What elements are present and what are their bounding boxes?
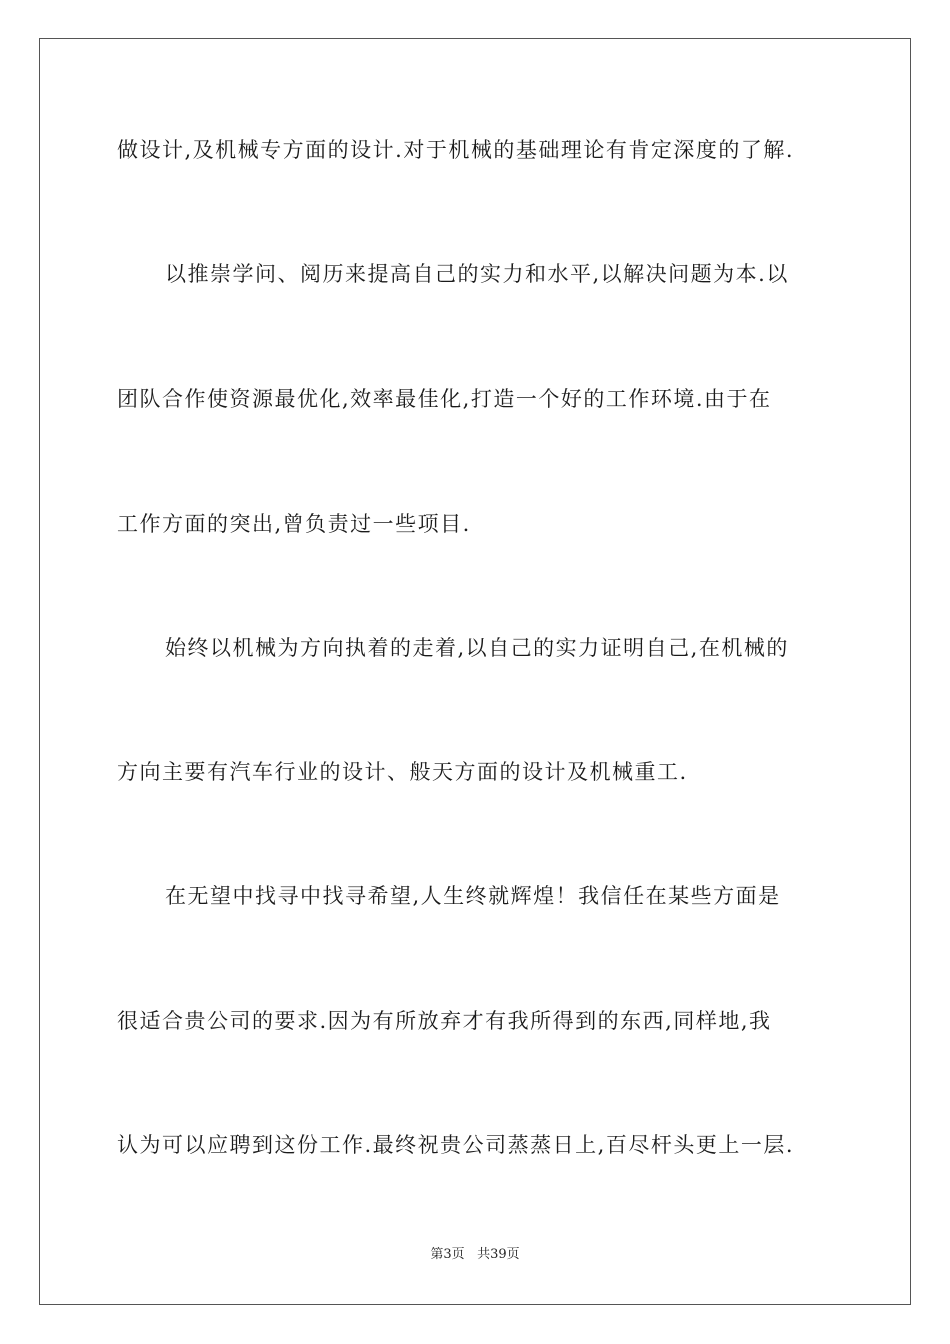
page-border [39, 38, 911, 1305]
page-number: 第3页 [430, 1247, 465, 1262]
body-line-4: 工作方面的突出,曾负责过一些项目. [117, 512, 471, 536]
body-line-3: 团队合作使资源最优化,效率最佳化,打造一个好的工作环境.由于在 [117, 387, 772, 411]
body-line-6: 方向主要有汽车行业的设计、般天方面的设计及机械重工. [117, 760, 688, 784]
body-line-8: 很适合贵公司的要求.因为有所放弃才有我所得到的东西,同样地,我 [117, 1009, 772, 1033]
page-total: 共39页 [477, 1247, 520, 1262]
body-line-9: 认为可以应聘到这份工作.最终祝贵公司蒸蒸日上,百尽杆头更上一层. [117, 1133, 795, 1157]
body-line-1: 做设计,及机械专方面的设计.对于机械的基础理论有肯定深度的了解. [117, 138, 795, 162]
page-footer [0, 1246, 950, 1264]
body-line-7: 在无望中找寻中找寻希望,人生终就辉煌！我信任在某些方面是 [165, 884, 781, 908]
body-line-2: 以推崇学问、阅历来提高自己的实力和水平,以解决问题为本.以 [165, 262, 789, 286]
body-line-5: 始终以机械为方向执着的走着,以自己的实力证明自己,在机械的 [165, 636, 789, 660]
